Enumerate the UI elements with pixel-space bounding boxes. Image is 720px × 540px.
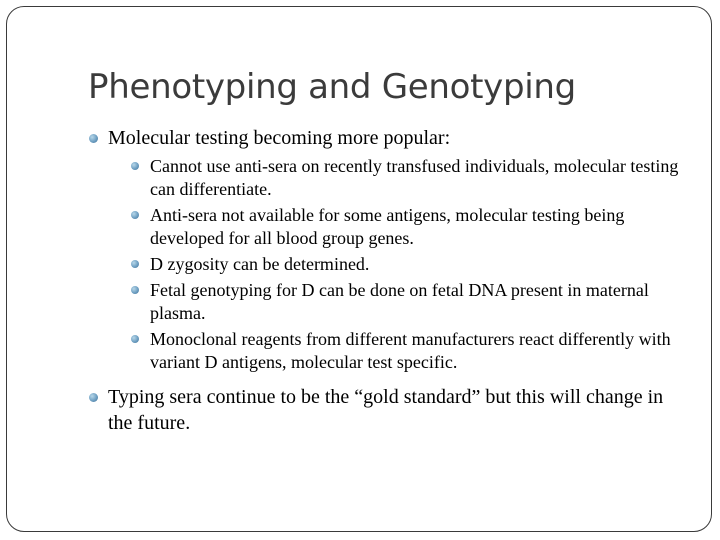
sub-bullet-dot-icon: [131, 260, 139, 268]
bullet-dot-icon: [89, 134, 98, 143]
sub-bullet-dot-icon: [131, 211, 139, 219]
sub-bullet-list: [108, 155, 687, 374]
bullet-text: Molecular testing becoming more popular:: [108, 127, 451, 149]
sub-bullet-item: [128, 253, 687, 276]
slide-title: Phenotyping and Genotyping: [88, 67, 576, 107]
sub-bullet-item: [128, 279, 687, 325]
sub-bullet-item: [128, 328, 687, 374]
slide-frame: [6, 6, 712, 532]
sub-bullet-dot-icon: [131, 335, 139, 343]
bullet-list: [87, 125, 687, 436]
sub-bullet-text: Cannot use anti-sera on recently transfused individuals, molecular testing can differentiate.: [150, 156, 679, 199]
bullet-item-molecular-testing: [87, 125, 687, 374]
bullet-text: Typing sera continue to be the “gold standard” but this will change in the future.: [108, 386, 664, 434]
sub-bullet-text: Anti-sera not available for some antigens, molecular testing being developed for all blood group genes.: [150, 205, 625, 248]
sub-bullet-dot-icon: [131, 162, 139, 170]
sub-bullet-item: [128, 155, 687, 201]
sub-bullet-text: Fetal genotyping for D can be done on fetal DNA present in maternal plasma.: [150, 280, 649, 323]
sub-bullet-text: D zygosity can be determined.: [150, 254, 370, 274]
sub-bullet-item: [128, 204, 687, 250]
sub-bullet-text: Monoclonal reagents from different manufacturers react differently with variant D antigens, molecular test specific.: [150, 329, 671, 372]
bullet-item-typing-sera: [87, 384, 687, 436]
bullet-dot-icon: [89, 393, 98, 402]
sub-bullet-dot-icon: [131, 286, 139, 294]
